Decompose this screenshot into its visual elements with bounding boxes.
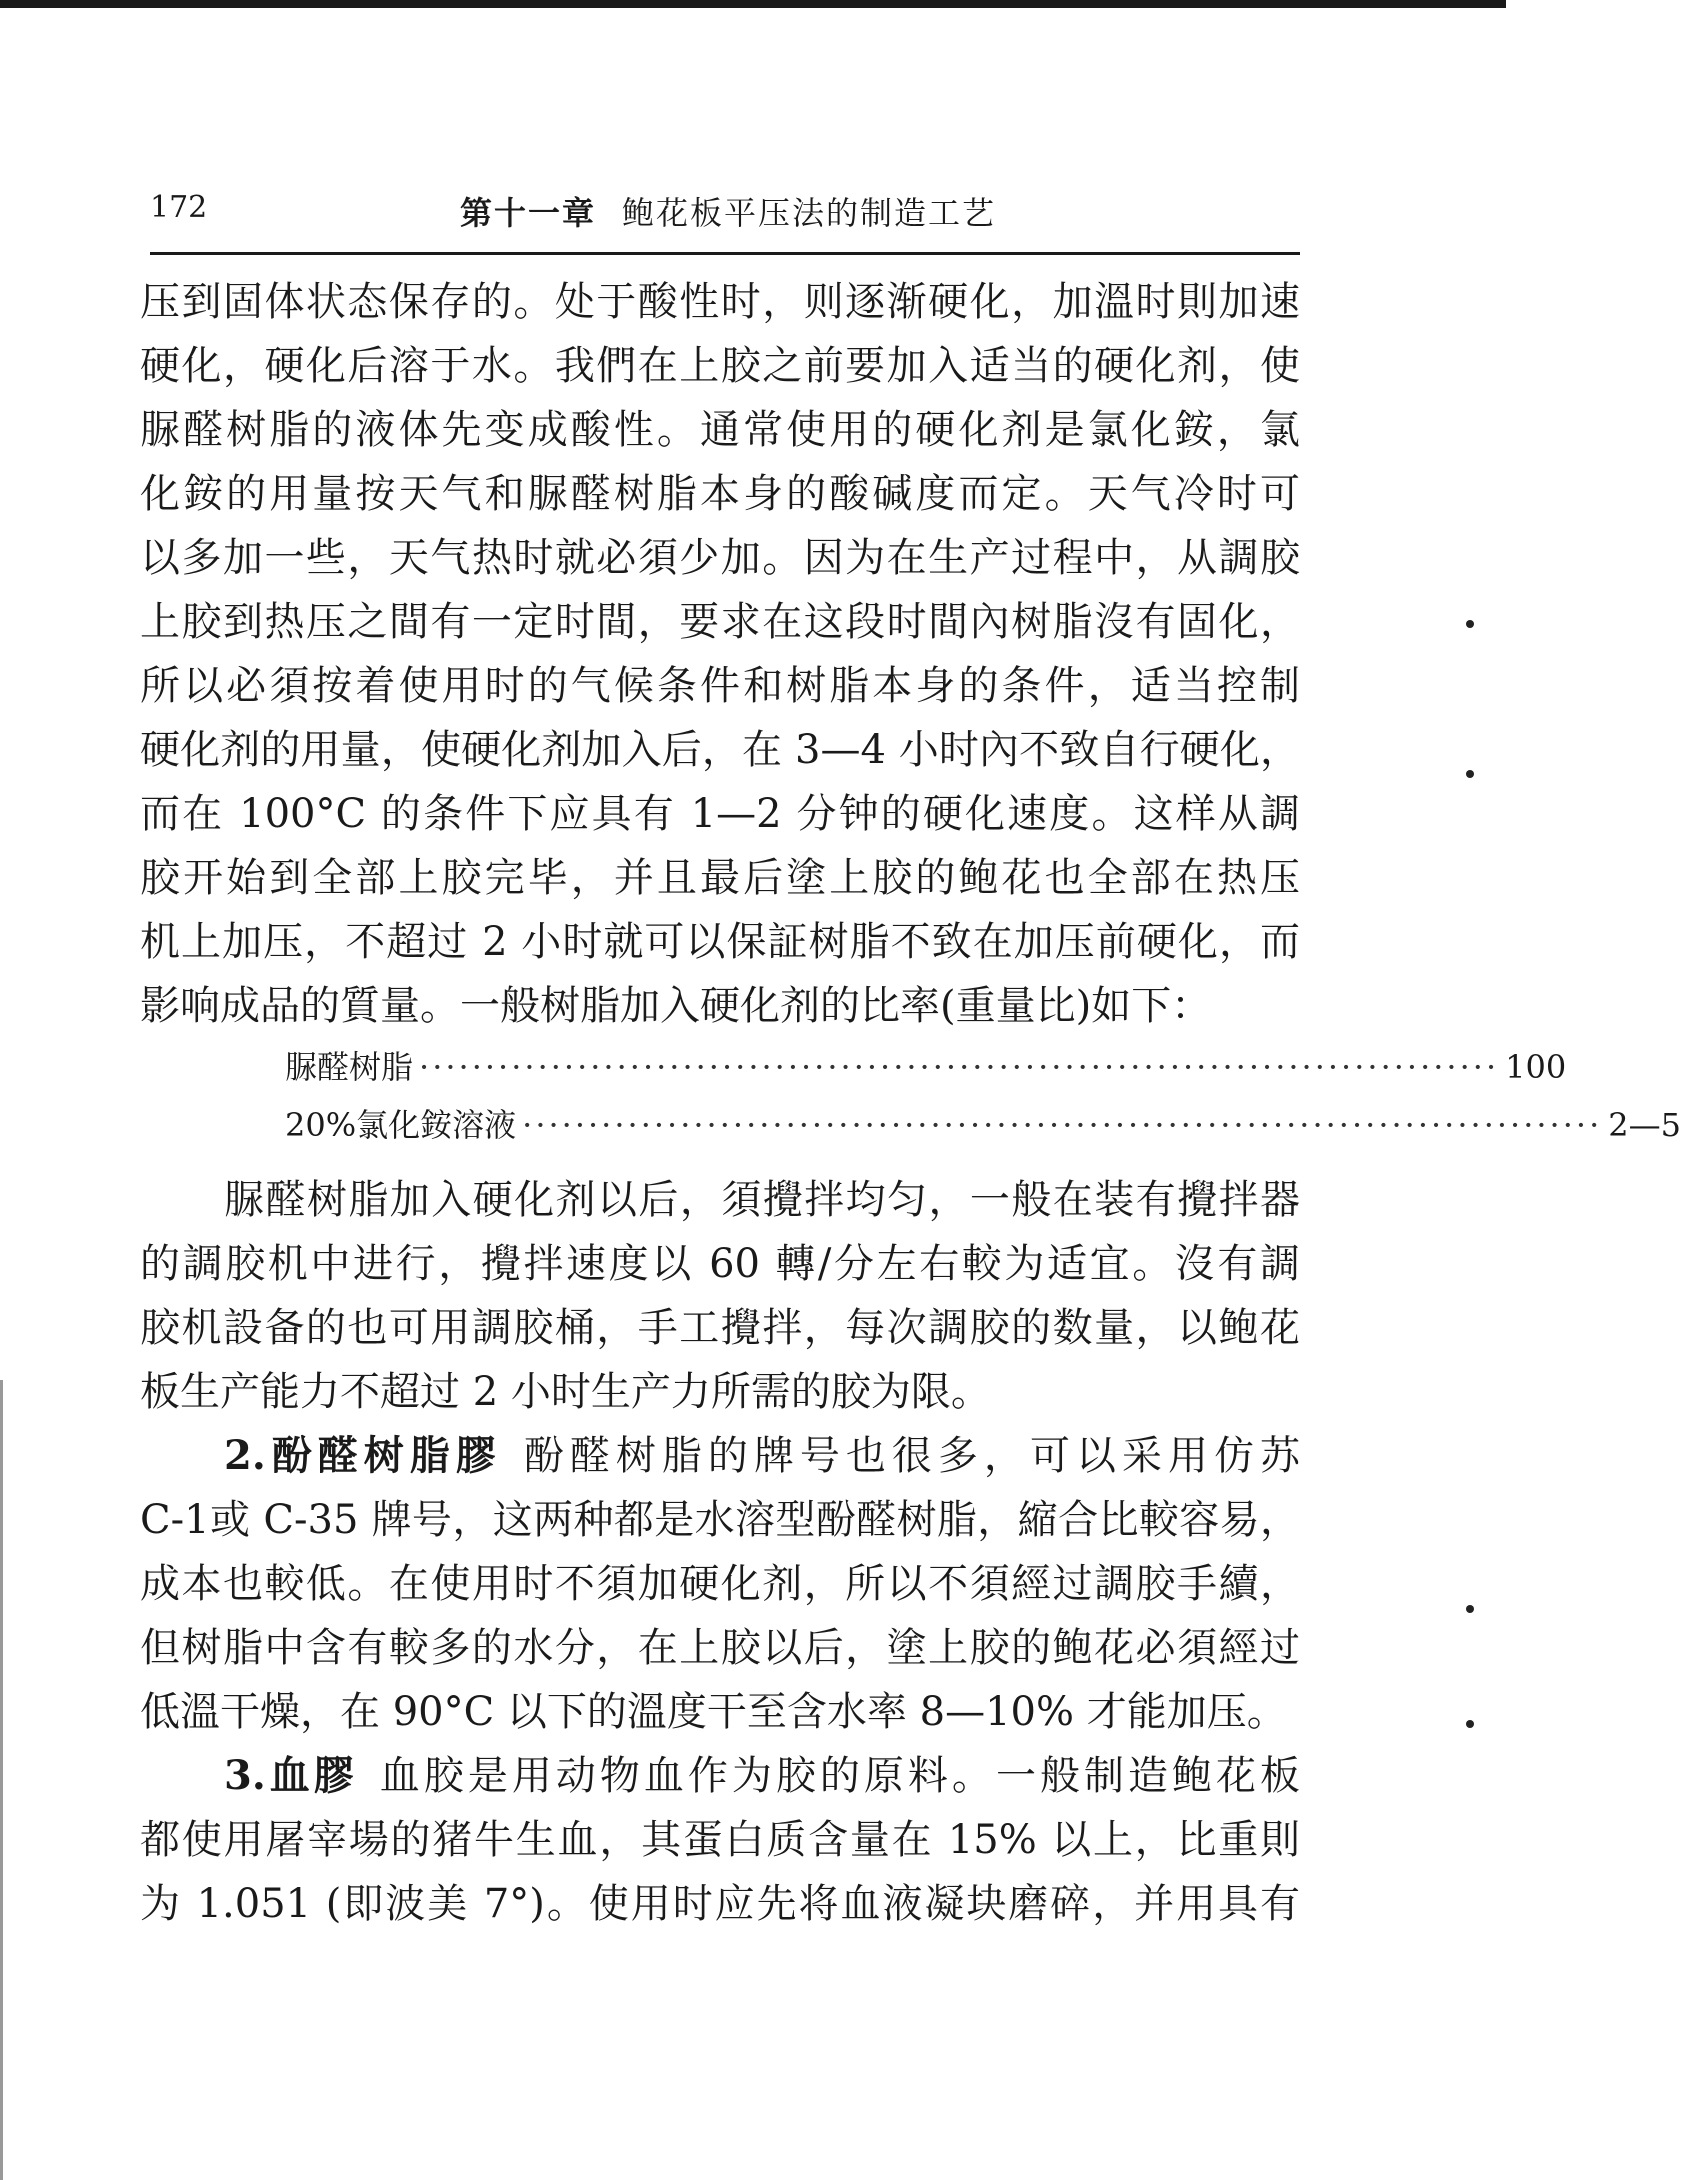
text-line: 上胶到热压之間有一定时間，要求在这段时間內树脂沒有固化， — [140, 599, 1300, 645]
text-line: 的調胶机中进行，攪拌速度以 60 轉/分左右較为适宜。沒有調 — [140, 1241, 1300, 1287]
paragraph-4 — [140, 1744, 1300, 1936]
text-line — [140, 1424, 1300, 1488]
chapter-label: 第十一章 — [460, 194, 597, 232]
formula-table — [140, 1038, 1681, 1154]
scan-speck — [1466, 1720, 1474, 1728]
text-line: 压到固体状态保存的。处于酸性时，则逐渐硬化，加溫时則加速 — [140, 279, 1300, 325]
text-line — [140, 1744, 1300, 1808]
scan-left-edge-mark — [0, 1380, 3, 2180]
section-heading: 2.酚醛树脂膠 — [224, 1432, 502, 1479]
text-line: 成本也較低。在使用时不須加硬化剂，所以不須經过調胶手續， — [140, 1561, 1300, 1607]
paragraph-2 — [140, 1168, 1300, 1424]
text-span: 酚醛树脂的牌号也很多，可以采用仿苏 — [523, 1433, 1300, 1479]
text-line: 板生产能力不超过 2 小时生产力所需的胶为限。 — [140, 1369, 991, 1415]
formula-row — [140, 1038, 1567, 1096]
text-line: 胶开始到全部上胶完毕，并且最后塗上胶的鲍花也全部在热压 — [140, 855, 1300, 901]
leader-dots: ·················································································· — [522, 1106, 1603, 1144]
leader-dots: ·················································································· — [419, 1048, 1500, 1086]
text-line: 硬化剂的用量，使硬化剂加入后，在 3—4 小时內不致自行硬化， — [140, 727, 1300, 773]
scan-speck — [1466, 620, 1474, 628]
paragraph-1 — [140, 270, 1300, 1038]
scan-speck — [1466, 1605, 1474, 1613]
running-head — [460, 188, 996, 234]
text-line: 胶机設备的也可用調胶桶，手工攪拌，每次調胶的数量，以鲍花 — [140, 1305, 1300, 1351]
section-heading: 3.血膠 — [224, 1752, 358, 1799]
text-line: 都使用屠宰場的猪牛生血，其蛋白质含量在 15% 以上，比重則 — [140, 1817, 1300, 1863]
chapter-title: 鲍花板平压法的制造工艺 — [622, 194, 997, 232]
page-number: 172 — [150, 190, 208, 225]
text-line: 化銨的用量按天气和脲醛树脂本身的酸碱度而定。天气冷时可 — [140, 471, 1300, 517]
scan-speck — [1466, 770, 1474, 778]
text-span: 血胶是用动物血作为胶的原料。一般制造鲍花板 — [379, 1753, 1301, 1799]
text-line: 以多加一些，天气热时就必須少加。因为在生产过程中，从調胶 — [140, 535, 1300, 581]
scan-top-border — [0, 0, 1506, 8]
formula-row — [140, 1096, 1681, 1154]
page-header — [150, 180, 1300, 255]
formula-value: 100 — [1505, 1048, 1567, 1086]
text-line: 低溫干燥，在 90°C 以下的溫度干至含水率 8—10% 才能加压。 — [140, 1689, 1287, 1735]
text-line: 脲醛树脂加入硬化剂以后，須攪拌均匀，一般在装有攪拌器 — [224, 1177, 1300, 1223]
text-line: 所以必須按着使用时的气候条件和树脂本身的条件，适当控制 — [140, 663, 1300, 709]
text-line: C-1或 C-35 牌号，这两种都是水溶型酚醛树脂，縮合比較容易， — [140, 1497, 1300, 1543]
body-text — [140, 270, 1681, 1936]
text-line: 为 1.051 (即波美 7°)。使用时应先将血液凝块磨碎，并用具有 — [140, 1881, 1300, 1927]
text-line: 影响成品的質量。一般树脂加入硬化剂的比率(重量比)如下： — [140, 983, 1212, 1029]
paragraph-3 — [140, 1424, 1300, 1744]
text-line: 但树脂中含有較多的水分，在上胶以后，塗上胶的鲍花必須經过 — [140, 1625, 1300, 1671]
text-line: 机上加压，不超过 2 小时就可以保証树脂不致在加压前硬化，而 — [140, 919, 1300, 965]
formula-value: 2—5 — [1608, 1106, 1681, 1144]
formula-label: 20%氯化銨溶液 — [285, 1106, 517, 1144]
text-line: 而在 100°C 的条件下应具有 1—2 分钟的硬化速度。这样从調 — [140, 791, 1300, 837]
text-line: 硬化，硬化后溶于水。我們在上胶之前要加入适当的硬化剂，使 — [140, 343, 1300, 389]
text-line: 脲醛树脂的液体先变成酸性。通常使用的硬化剂是氯化銨，氯 — [140, 407, 1300, 453]
formula-label: 脲醛树脂 — [285, 1048, 414, 1086]
